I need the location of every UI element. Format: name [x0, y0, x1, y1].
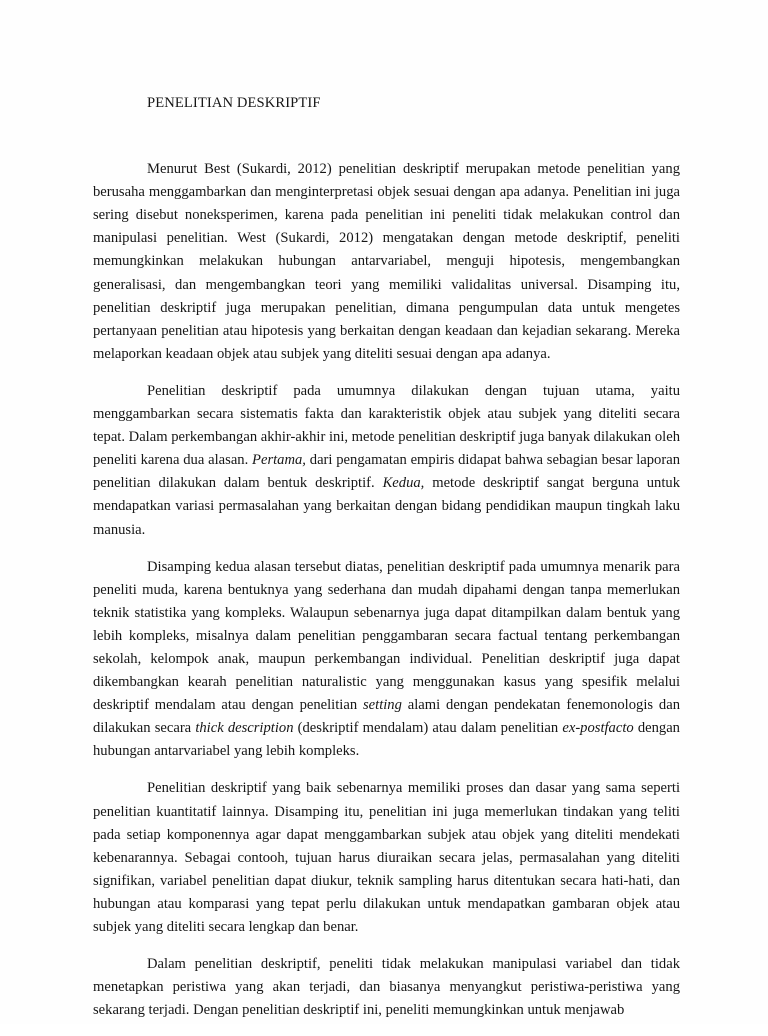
paragraph-text: Penelitian deskriptif pada umumnya dilakukan dengan tujuan utama, yaitu menggambarkan secara sistematis fakta dan karakteristik objek atau subjek yang diteliti secara tepat. Dalam perkembangan akhir-akhir ini, metode penelitian deskriptif juga banyak dilakukan oleh peneliti karena dua alasan.: [93, 382, 680, 469]
paragraph-text: Penelitian deskriptif yang baik sebenarnya memiliki proses dan dasar yang sama seperti penelitian kuantitatif lainnya. Disamping itu, penelitian ini juga memerlukan tindakan yang teliti pada setiap komponennya agar dapat menggambarkan subjek atau objek yang diteliti mendekati kebenarannya. Sebagai contooh, tujuan harus diuraikan secara jelas, permasalahan yang diteliti signifikan, variabel penelitian dapat diukur, teknik sampling harus ditentukan secara hati-hati, dan hubungan atau komparasi yang tepat perlu dilakukan untuk mendapatkan gambaran objek atau subjek yang diteliti secara lengkap dan benar.: [93, 780, 680, 935]
paragraph-text: Menurut Best (Sukardi, 2012) penelitian deskriptif merupakan metode penelitian yang berusaha menggambarkan dan menginterpretasi objek sesuai dengan apa adanya. Penelitian ini juga sering disebut noneksperimen, karena pada penelitian ini peneliti tidak melakukan control dan manipulasi penelitian. West (Sukardi, 2012) mengatakan dengan metode deskriptif, peneliti memungkinkan melakukan hubungan antarvariabel, menguji hipotesis, mengembangkan generalisasi, dan mengembangkan teori yang memiliki validalitas universal. Disamping itu, penelitian deskriptif juga merupakan penelitian, dimana pengumpulan data untuk mengetes pertanyaan penelitian atau hipotesis yang berkaitan dengan keadaan dan kejadian sekarang. Mereka melaporkan keadaan objek atau subjek yang diteliti sesuai dengan apa adanya.: [93, 161, 680, 362]
paragraph: [93, 380, 680, 542]
paragraph-text: dari pengamatan empiris didapat bahwa sebagian besar laporan penelitian dilakukan dalam bentuk deskriptif.: [93, 452, 680, 492]
italic-term: setting: [362, 697, 402, 714]
italic-term: ex-postfacto: [562, 720, 634, 737]
paragraph-text: Disamping kedua alasan tersebut diatas, penelitian deskriptif pada umumnya menarik para peneliti muda, karena bentuknya yang sederhana dan mudah dipahami dengan tanpa memerlukan teknik statistika yang kompleks. Walaupun sebenarnya juga dapat ditampilkan dalam bentuk yang lebih kompleks, misalnya dalam penelitian penggambaran secara factual tentang perkembangan sekolah, kelompok anak, maupun perkembangan individual. Penelitian deskriptif juga dapat dikembangkan kearah penelitian naturalistic yang menggunakan kasus yang spesifik melalui deskriptif mendalam atau dengan penelitian: [93, 558, 680, 714]
paragraph: [93, 158, 680, 366]
paragraph-text: (deskriptif mendalam) atau dalam penelitian: [293, 720, 563, 737]
italic-term: thick description: [195, 720, 294, 737]
paragraph-list: [93, 158, 680, 1022]
italic-term: Kedua,: [382, 475, 425, 492]
italic-term: Pertama,: [252, 452, 306, 469]
paragraph-text: Dalam penelitian deskriptif, peneliti tidak melakukan manipulasi variabel dan tidak menetapkan peristiwa yang akan terjadi, dan biasanya menyangkut peristiwa-peristiwa yang sekarang terjadi. Dengan penelitian deskriptif ini, peneliti memungkinkan untuk menjawab: [93, 956, 680, 1019]
document-body: [93, 92, 680, 1036]
document-title: PENELITIAN DESKRIPTIF: [147, 95, 321, 111]
paragraph-text: dengan hubungan antarvariabel yang lebih kompleks.: [93, 720, 680, 760]
paragraph-text: metode deskriptif sangat berguna untuk mendapatkan variasi permasalahan yang berkaitan dengan bidang pendidikan maupun tingkah laku manusia.: [93, 475, 680, 538]
paragraph: [93, 953, 680, 1022]
paragraph: [93, 777, 680, 939]
paragraph: [93, 556, 680, 764]
paragraph-text: alami dengan pendekatan fenemonologis dan dilakukan secara: [93, 697, 680, 737]
